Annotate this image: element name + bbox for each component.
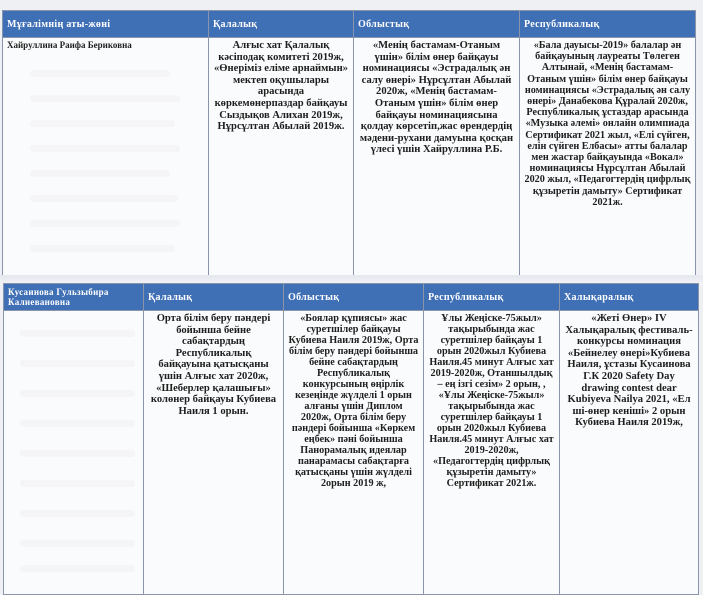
teacher-achievements-table-2 [3, 283, 699, 595]
header-region: Облыстық [284, 284, 424, 311]
table-row [3, 38, 696, 280]
header-city: Қалалық [144, 284, 284, 311]
region-achievements-cell: «Боялар құпиясы» жас суретшілер байқауы Кубиева Наиля 2019ж, Орта білім беру пәндері бойынша бейне сабақтардың Республикалық конкурсының өңірлік кезеңінде жүлделі 1 орын алғаны үшін Диплом 2020ж, Орта білім беру пәндері бойынша «Көркем еңбек» пәні бойынша Панорамалық идеялар панарамасы сабақтарға қатысқаны үшін жүлделі 2орын 2019 ж, [284, 311, 424, 595]
republic-achievements-cell: Ұлы Жеңіске-75жыл» тақырыбында жас суретшілер байқауы 1 орын 2020жыл Кубиева Наиля.45 минут Алғыс хат 2019-2020ж, Отаншылдық – ең ізгі сезім» 2 орын, , «Ұлы Жеңіске-75жыл» тақырыбында жас суретшілер байқауы 1 орын 2020жыл Кубиева Наиля.45 минут Алғыс хат 2019-2020ж, «Педагогтердің цифрлық құзыретін дамыту» Сертификат 2021ж. [424, 311, 560, 595]
header-teacher-name: Мұғалімнің аты-жөні [3, 11, 209, 38]
header-region: Облыстық [354, 11, 520, 38]
header-international: Халықаралық [560, 284, 699, 311]
teacher-name-cell: Хайруллина Раифа Бериковна [3, 38, 209, 280]
city-achievements-cell: Алғыс хат Қалалық кәсіподақ комитеті 2019ж, «Өнеріміз еліме арнаймын» мектеп оқушылары арасында көркемөнерпаздар байқауы Сыздықов Алихан 2019ж, Нұрсұлтан Абылай 2019ж. [209, 38, 354, 280]
republic-achievements-cell: «Бала дауысы-2019» балалар ән байқауының лауреаты Төлеген Алтынай, «Менің бастамам-Отаным үшін» білім өнер байқауы номинациясы «Эстрадалық ән салу өнері» Данабекова Құралай 2020ж, Республикалық ұстаздар арасында «Музыка әлемі» онлайн олимпиада Сертификат 2021 жыл, «Елі сүйген, елін сүйген Елбасы» атты балалар мен жастар байқауында «Вокал» номинациясы Нұрсұлтан Абылай 2020 жыл, «Педагогтердің цифрлық құзыретін дамыту» Сертификат 2021ж. [520, 38, 696, 280]
header-teacher-name: Кусаинова Гульзыбира Калиевановна [4, 284, 144, 311]
city-achievements-cell: Орта білім беру пәндері бойынша бейне сабақтардың Республикалық байқауына қатысқаны үшін Алғыс хат 2020ж, «Шеберлер қалашығы» колөнер байқауы Кубиева Наиля 1 орын. [144, 311, 284, 595]
teacher-achievements-table-1 [2, 10, 696, 280]
table-row [4, 311, 699, 595]
header-republic: Республикалық [424, 284, 560, 311]
region-achievements-cell: «Менің бастамам-Отаным үшін» білім өнер байқауы номинациясы «Эстрадалық ән салу өнері» Нұрсұлтан Абылай 2020ж, «Менің бастамам-Отаным үшін» білім өнер байқауы номинациясына қолдау көрсетіп,жас өрендердің мәдени-рухани дамуына қосқан үлесі үшін Хайруллина Р.Б. [354, 38, 520, 280]
teacher-name-cell [4, 311, 144, 595]
header-city: Қалалық [209, 11, 354, 38]
table-header-row [3, 11, 696, 38]
header-republic: Республикалық [520, 11, 696, 38]
international-achievements-cell: «Жеті Өнер» IV Халықаралық фестиваль-конкурсы номинация «Бейнелеу өнері»Кубиева Наиля, ұстазы Кусаинова Г.К 2020 Safety Day drawing contest dear Kubiyeva Nailya 2021, «Ел ші-өнер кеніші» 2 орын Кубиева Наиля 2019ж, [560, 311, 699, 595]
table-header-row [4, 284, 699, 311]
